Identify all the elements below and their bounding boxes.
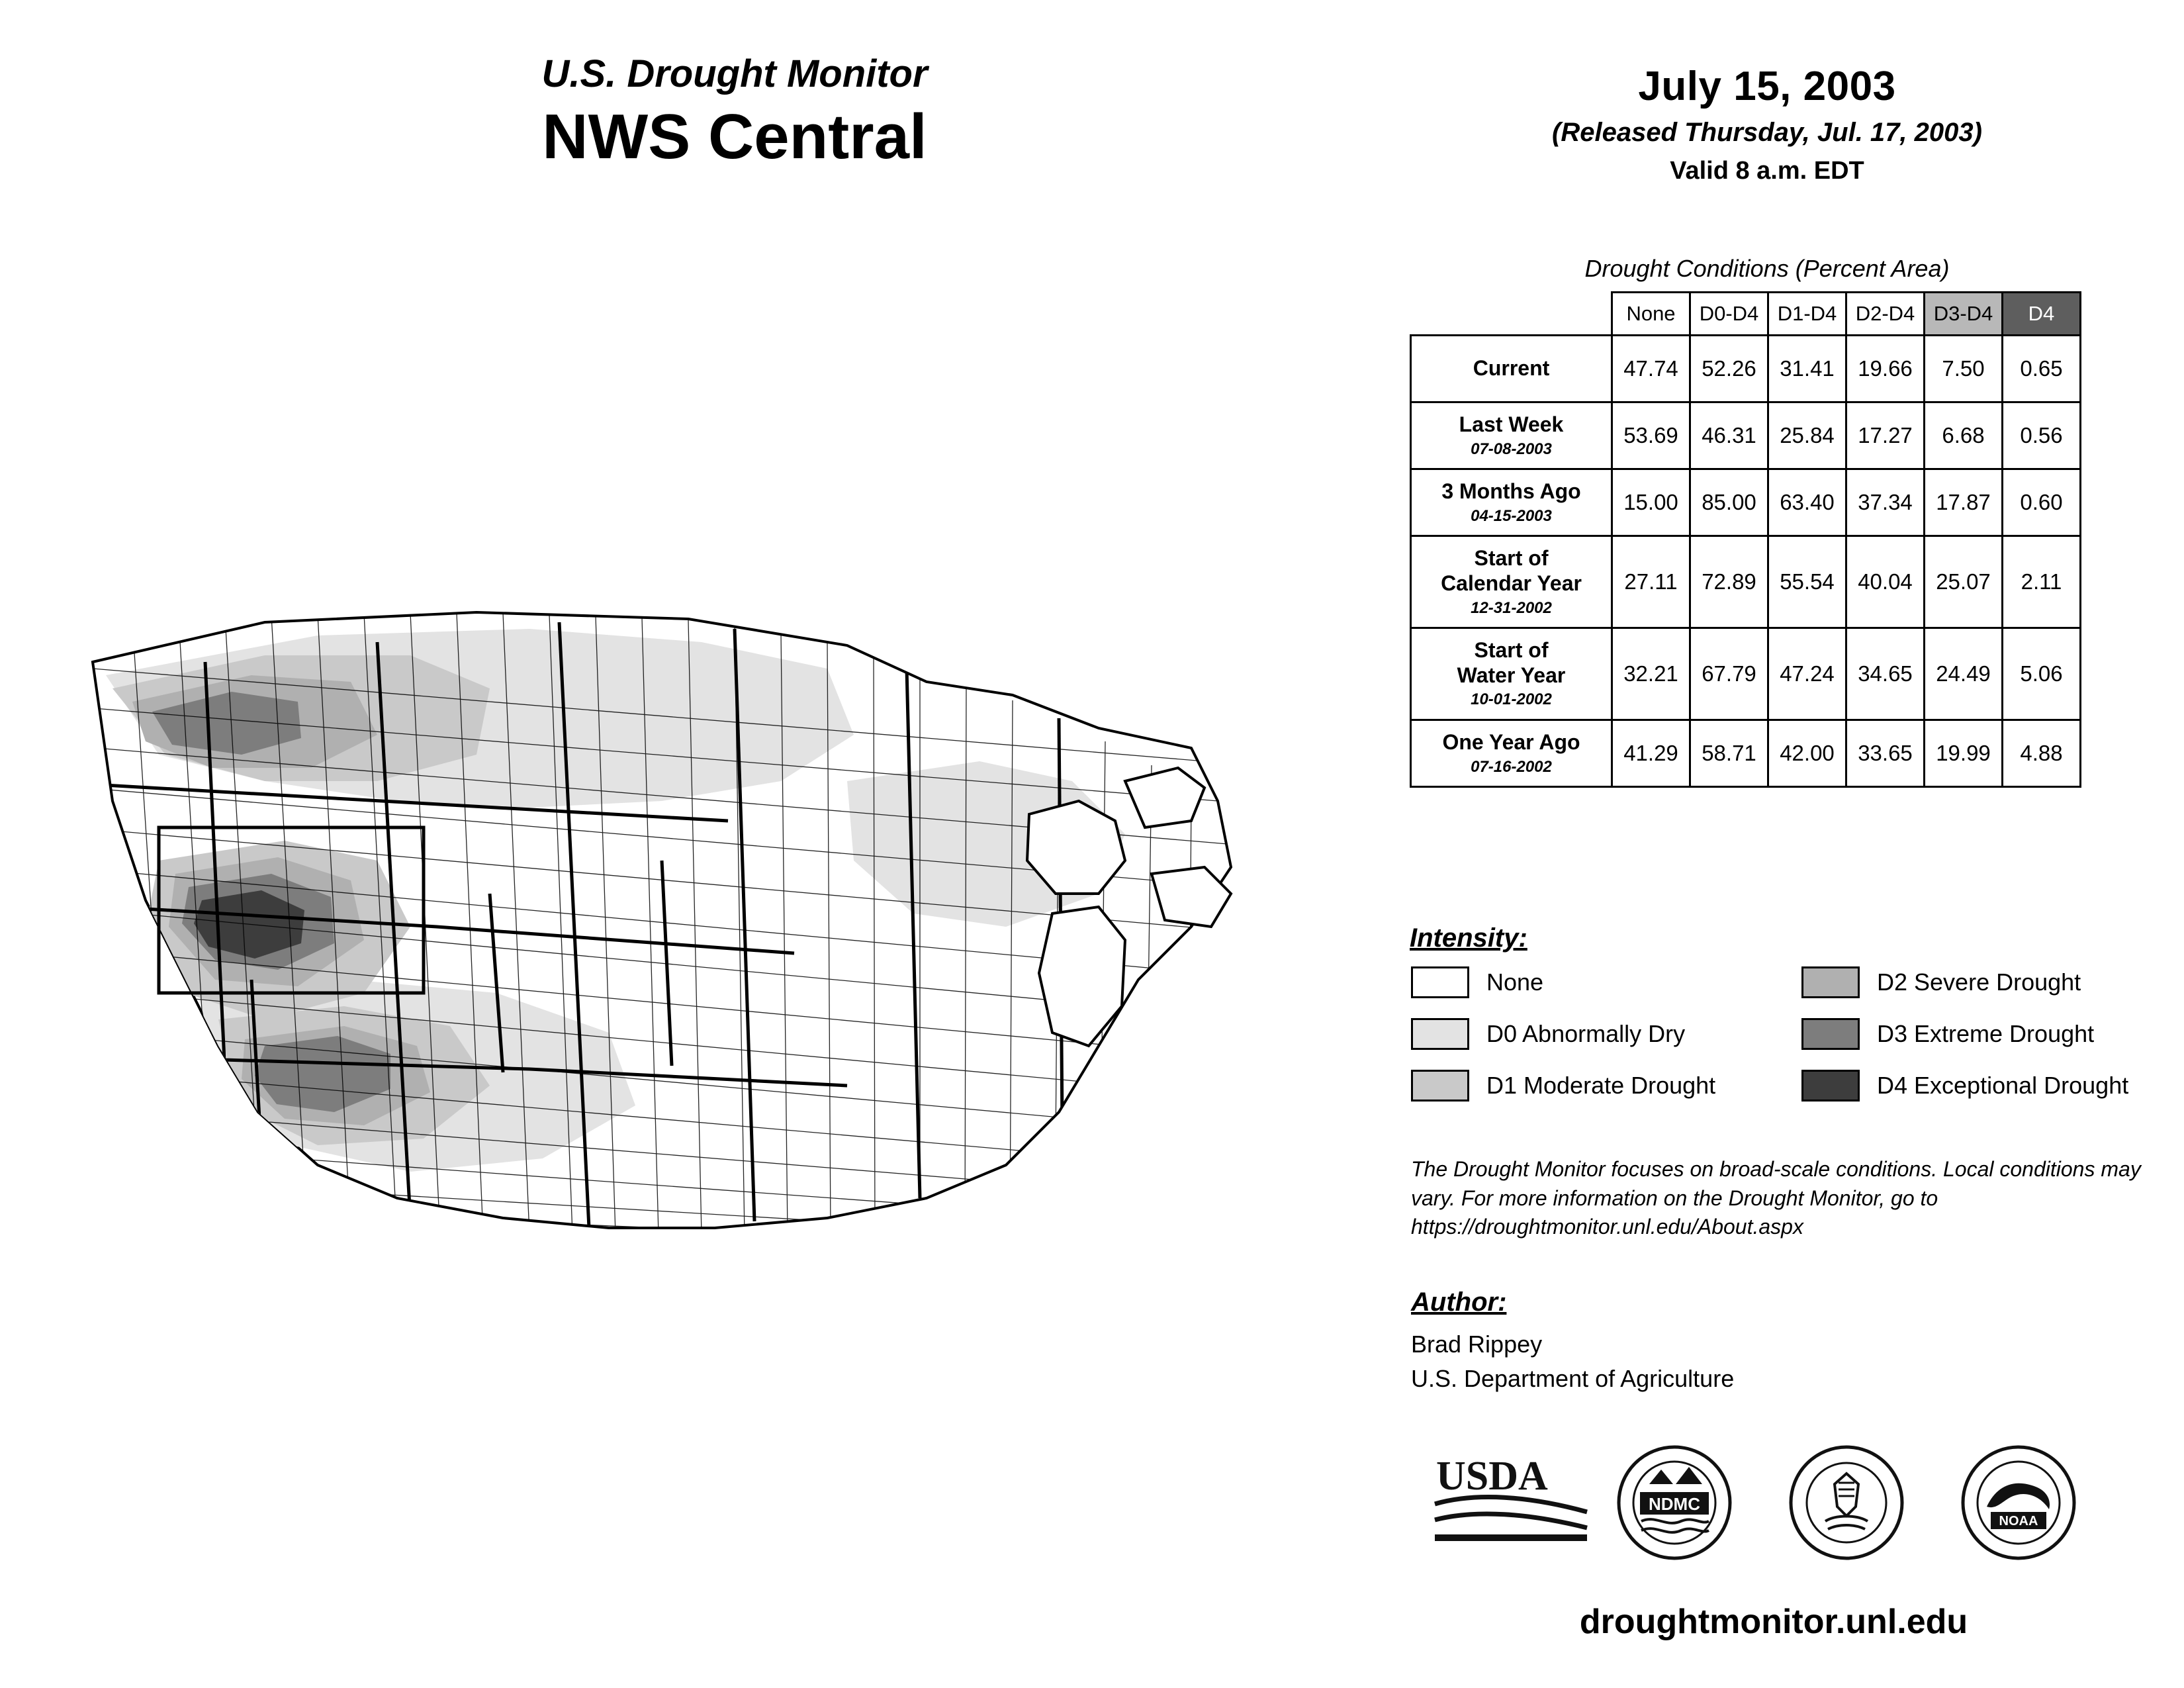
cell-current-none: 47.74 bbox=[1612, 336, 1690, 402]
cell-wateryear-d1d4: 47.24 bbox=[1768, 628, 1846, 720]
table-caption: Drought Conditions (Percent Area) bbox=[1584, 255, 1950, 282]
row-label-date: 04-15-2003 bbox=[1471, 506, 1552, 525]
cell-3months-none: 15.00 bbox=[1612, 469, 1690, 536]
cell-oneyear-none: 41.29 bbox=[1612, 720, 1690, 786]
row-label-date: 10-01-2002 bbox=[1471, 690, 1552, 709]
cell-oneyear-d0d4: 58.71 bbox=[1690, 720, 1768, 786]
column-header-d0d4: D0-D4 bbox=[1690, 293, 1768, 336]
cell-current-d1d4: 31.41 bbox=[1768, 336, 1846, 402]
table-row bbox=[1411, 628, 2081, 720]
row-label-one-year-ago bbox=[1411, 720, 1612, 786]
legend-item-none bbox=[1411, 966, 1543, 998]
row-label-date: 12-31-2002 bbox=[1471, 598, 1552, 617]
cell-current-d4: 0.65 bbox=[2003, 336, 2081, 402]
cell-calyear-d1d4: 55.54 bbox=[1768, 536, 1846, 628]
cell-lastweek-d1d4: 25.84 bbox=[1768, 402, 1846, 469]
author-name: Brad Rippey bbox=[1411, 1331, 1543, 1358]
legend-item-d0 bbox=[1411, 1018, 1685, 1050]
legend-label-d1: D1 Moderate Drought bbox=[1486, 1072, 1716, 1099]
valid-time: Valid 8 a.m. EDT bbox=[1670, 157, 1864, 185]
legend-item-d1 bbox=[1411, 1070, 1715, 1102]
row-label-text-2: Calendar Year bbox=[1441, 571, 1582, 595]
row-label-date: 07-16-2002 bbox=[1471, 757, 1552, 776]
ndmc-logo bbox=[1615, 1443, 1734, 1566]
cell-lastweek-d2d4: 17.27 bbox=[1846, 402, 1925, 469]
map-date: July 15, 2003 bbox=[1638, 64, 1896, 109]
cell-calyear-d0d4: 72.89 bbox=[1690, 536, 1768, 628]
author-org: U.S. Department of Agriculture bbox=[1411, 1365, 1735, 1393]
cell-current-d0d4: 52.26 bbox=[1690, 336, 1768, 402]
table-row bbox=[1411, 469, 2081, 536]
cell-lastweek-d3d4: 6.68 bbox=[1925, 402, 2003, 469]
legend-swatch-none bbox=[1411, 966, 1469, 998]
column-header-d1d4: D1-D4 bbox=[1768, 293, 1846, 336]
cell-calyear-d2d4: 40.04 bbox=[1846, 536, 1925, 628]
cell-oneyear-d1d4: 42.00 bbox=[1768, 720, 1846, 786]
table-corner-cell bbox=[1411, 293, 1612, 336]
region-title: NWS Central bbox=[542, 101, 927, 172]
legend-label-d3: D3 Extreme Drought bbox=[1877, 1020, 2095, 1047]
drought-map[interactable] bbox=[66, 583, 1310, 1311]
svg-text:NDMC: NDMC bbox=[1649, 1494, 1700, 1514]
cell-calyear-none: 27.11 bbox=[1612, 536, 1690, 628]
release-date: (Released Thursday, Jul. 17, 2003) bbox=[1552, 118, 1982, 147]
legend-swatch-d1 bbox=[1411, 1070, 1469, 1102]
cell-calyear-d4: 2.11 bbox=[2003, 536, 2081, 628]
cell-wateryear-d2d4: 34.65 bbox=[1846, 628, 1925, 720]
cell-current-d2d4: 19.66 bbox=[1846, 336, 1925, 402]
cell-lastweek-d0d4: 46.31 bbox=[1690, 402, 1768, 469]
legend-item-d2 bbox=[1801, 966, 2081, 998]
table-row bbox=[1411, 720, 2081, 786]
cell-oneyear-d3d4: 19.99 bbox=[1925, 720, 2003, 786]
row-label-date: 07-08-2003 bbox=[1471, 440, 1552, 458]
legend-item-d3 bbox=[1801, 1018, 2094, 1050]
usda-logo bbox=[1430, 1443, 1595, 1559]
cell-wateryear-d0d4: 67.79 bbox=[1690, 628, 1768, 720]
cell-3months-d4: 0.60 bbox=[2003, 469, 2081, 536]
svg-text:USDA: USDA bbox=[1436, 1454, 1548, 1499]
legend-label-d0: D0 Abnormally Dry bbox=[1486, 1020, 1686, 1047]
cell-wateryear-d4: 5.06 bbox=[2003, 628, 2081, 720]
row-label-text-2: Water Year bbox=[1457, 663, 1566, 687]
legend-label-d2: D2 Severe Drought bbox=[1877, 968, 2081, 996]
cell-oneyear-d4: 4.88 bbox=[2003, 720, 2081, 786]
legend-swatch-d3 bbox=[1801, 1018, 1860, 1050]
legend-item-d4 bbox=[1801, 1070, 2128, 1102]
legend-label-d4: D4 Exceptional Drought bbox=[1877, 1072, 2129, 1099]
legend-label-none: None bbox=[1486, 968, 1544, 996]
intensity-legend-title: Intensity: bbox=[1410, 923, 1527, 953]
row-label-current bbox=[1411, 336, 1612, 402]
column-header-none: None bbox=[1612, 293, 1690, 336]
legend-swatch-d0 bbox=[1411, 1018, 1469, 1050]
cell-3months-d1d4: 63.40 bbox=[1768, 469, 1846, 536]
legend-swatch-d4 bbox=[1801, 1070, 1860, 1102]
svg-text:NOAA: NOAA bbox=[1999, 1514, 2038, 1528]
legend-swatch-d2 bbox=[1801, 966, 1860, 998]
cell-current-d3d4: 7.50 bbox=[1925, 336, 2003, 402]
cell-3months-d3d4: 17.87 bbox=[1925, 469, 2003, 536]
page-title: U.S. Drought Monitor bbox=[541, 52, 928, 95]
map-svg bbox=[66, 583, 1310, 1311]
author-block bbox=[1411, 1327, 1734, 1396]
date-block bbox=[1377, 63, 2158, 185]
table-row bbox=[1411, 336, 2081, 402]
doc-logo bbox=[1787, 1443, 1906, 1566]
row-label-start-water-year bbox=[1411, 628, 1612, 720]
site-url[interactable]: droughtmonitor.unl.edu bbox=[1579, 1603, 1968, 1641]
cell-lastweek-d4: 0.56 bbox=[2003, 402, 2081, 469]
column-header-d4: D4 bbox=[2003, 293, 2081, 336]
author-title: Author: bbox=[1411, 1288, 1507, 1317]
row-label-text: Current bbox=[1473, 356, 1550, 381]
table-header-row bbox=[1411, 293, 2081, 336]
disclaimer-text: The Drought Monitor focuses on broad-scale conditions. Local conditions may vary. For more information on the Drought Monitor, go to https://droughtmonitor.unl.edu/About.aspx bbox=[1411, 1157, 2141, 1239]
cell-lastweek-none: 53.69 bbox=[1612, 402, 1690, 469]
logo-row bbox=[1416, 1443, 2158, 1569]
row-label-text: Last Week bbox=[1459, 412, 1564, 436]
cell-oneyear-d2d4: 33.65 bbox=[1846, 720, 1925, 786]
cell-3months-d2d4: 37.34 bbox=[1846, 469, 1925, 536]
row-label-start-calendar-year bbox=[1411, 536, 1612, 628]
cell-wateryear-d3d4: 24.49 bbox=[1925, 628, 2003, 720]
info-panel bbox=[1377, 0, 2184, 1688]
row-label-text: One Year Ago bbox=[1442, 729, 1580, 754]
column-header-d2d4: D2-D4 bbox=[1846, 293, 1925, 336]
noaa-logo bbox=[1959, 1443, 2078, 1566]
row-label-text-1: Start of bbox=[1474, 637, 1549, 662]
table-row bbox=[1411, 536, 2081, 628]
cell-wateryear-none: 32.21 bbox=[1612, 628, 1690, 720]
cell-calyear-d3d4: 25.07 bbox=[1925, 536, 2003, 628]
drought-conditions-table bbox=[1410, 291, 2081, 788]
table-row bbox=[1411, 402, 2081, 469]
title-block bbox=[371, 53, 1099, 173]
column-header-d3d4: D3-D4 bbox=[1925, 293, 2003, 336]
row-label-3-months-ago bbox=[1411, 469, 1612, 536]
row-label-text: 3 Months Ago bbox=[1441, 479, 1581, 504]
cell-3months-d0d4: 85.00 bbox=[1690, 469, 1768, 536]
row-label-text-1: Start of bbox=[1474, 546, 1549, 571]
row-label-last-week bbox=[1411, 402, 1612, 469]
